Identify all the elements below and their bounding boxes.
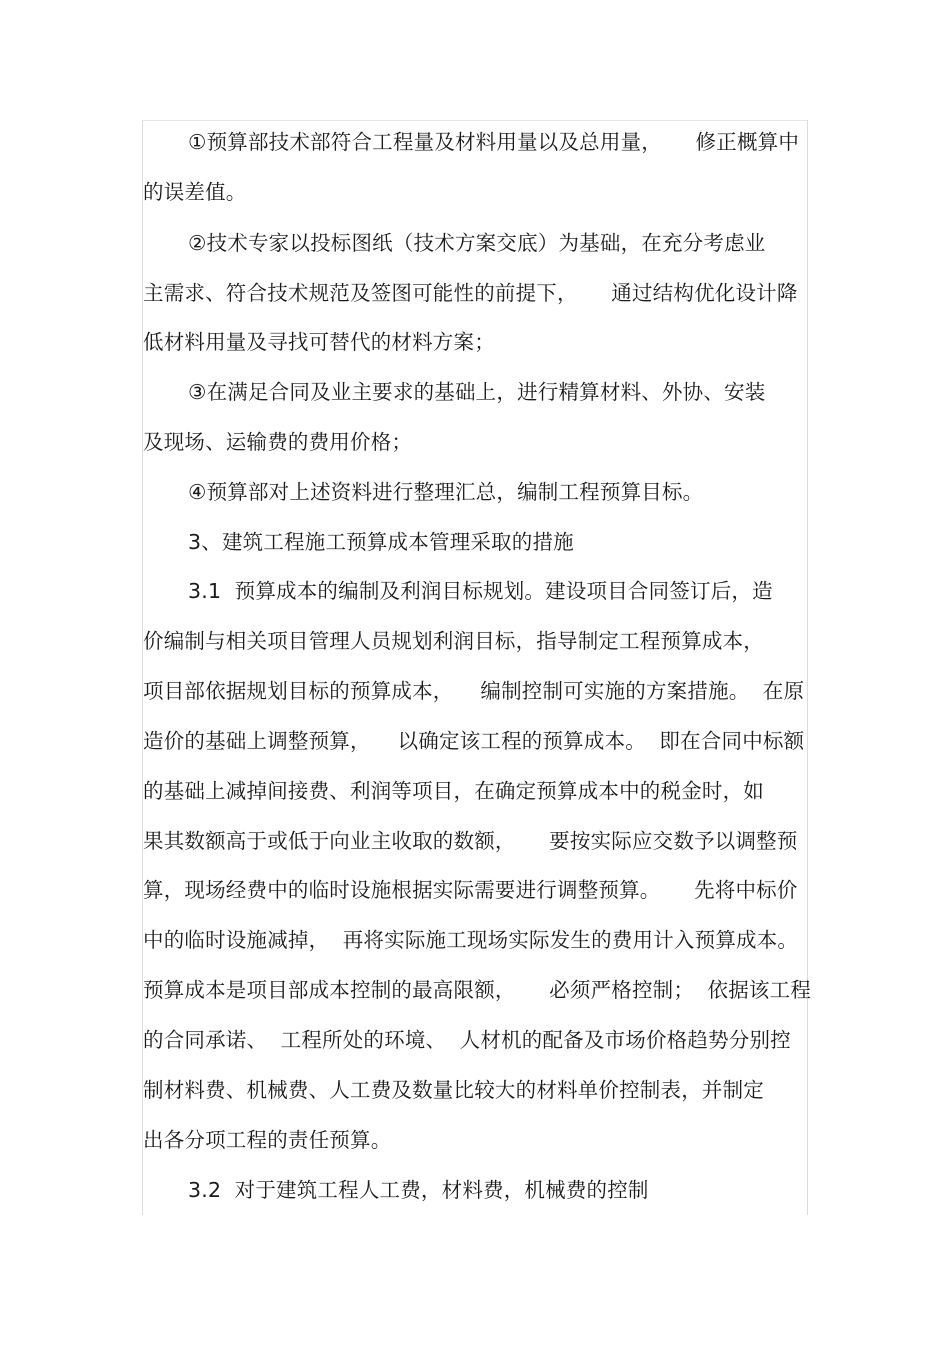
- paragraph-1-line-1: ①预算部技术部符合工程量及材料用量以及总用量， 修正概算中: [188, 130, 800, 154]
- paragraph-5-line-6: 果其数额高于或低于向业主收取的数额， 要按实际应交数予以调整预: [143, 829, 798, 853]
- paragraph-5-line-2: 价编制与相关项目管理人员规划利润目标，指导制定工程预算成本，: [143, 629, 764, 653]
- paragraph-5-line-10: 的合同承诺、 工程所处的环境、 人材机的配备及市场价格趋势分别控: [143, 1028, 791, 1052]
- paragraph-5-line-9: 预算成本是项目部成本控制的最高限额， 必须严格控制； 依据该工程: [143, 978, 812, 1002]
- page-frame-top: [142, 120, 808, 121]
- paragraph-5-line-5: 的基础上减掉间接费、利润等项目，在确定预算成本中的税金时，如: [143, 779, 764, 803]
- paragraph-4-line-1: ④预算部对上述资料进行整理汇总，编制工程预算目标。: [188, 480, 704, 504]
- paragraph-3-line-2: 及现场、运输费的费用价格；: [143, 430, 413, 454]
- paragraph-1-line-2: 的误差值。: [143, 180, 247, 204]
- paragraph-2-line-3: 低材料用量及寻找可替代的材料方案；: [143, 330, 495, 354]
- paragraph-5-line-3: 项目部依据规划目标的预算成本， 编制控制可实施的方案措施。 在原: [143, 679, 805, 703]
- paragraph-5-line-12: 出各分项工程的责任预算。: [143, 1128, 392, 1152]
- paragraph-5-line-8: 中的临时设施减掉， 再将实际施工现场实际发生的费用计入预算成本。: [143, 928, 799, 952]
- page-frame-right: [807, 120, 808, 1215]
- paragraph-5-line-11: 制材料费、机械费、人工费及数量比较大的材料单价控制表，并制定: [143, 1078, 764, 1102]
- section-heading-3-2: 3.2 对于建筑工程人工费，材料费，机械费的控制: [188, 1178, 649, 1202]
- paragraph-3-line-1: ③在满足合同及业主要求的基础上，进行精算材料、外协、安装: [188, 380, 766, 404]
- paragraph-5-line-4: 造价的基础上调整预算， 以确定该工程的预算成本。 即在合同中标额: [143, 729, 805, 753]
- paragraph-5-line-1: 3.1 预算成本的编制及利润目标规划。建设项目合同签订后，造: [188, 579, 773, 603]
- paragraph-5-line-7: 算，现场经费中的临时设施根据实际需要进行调整预算。 先将中标价: [143, 878, 798, 902]
- paragraph-2-line-1: ②技术专家以投标图纸（技术方案交底）为基础，在充分考虑业: [188, 231, 766, 255]
- paragraph-2-line-2: 主需求、符合技术规范及签图可能性的前提下， 通过结构优化设计降: [143, 281, 798, 305]
- section-heading-3: 3、建筑工程施工预算成本管理采取的措施: [188, 530, 574, 554]
